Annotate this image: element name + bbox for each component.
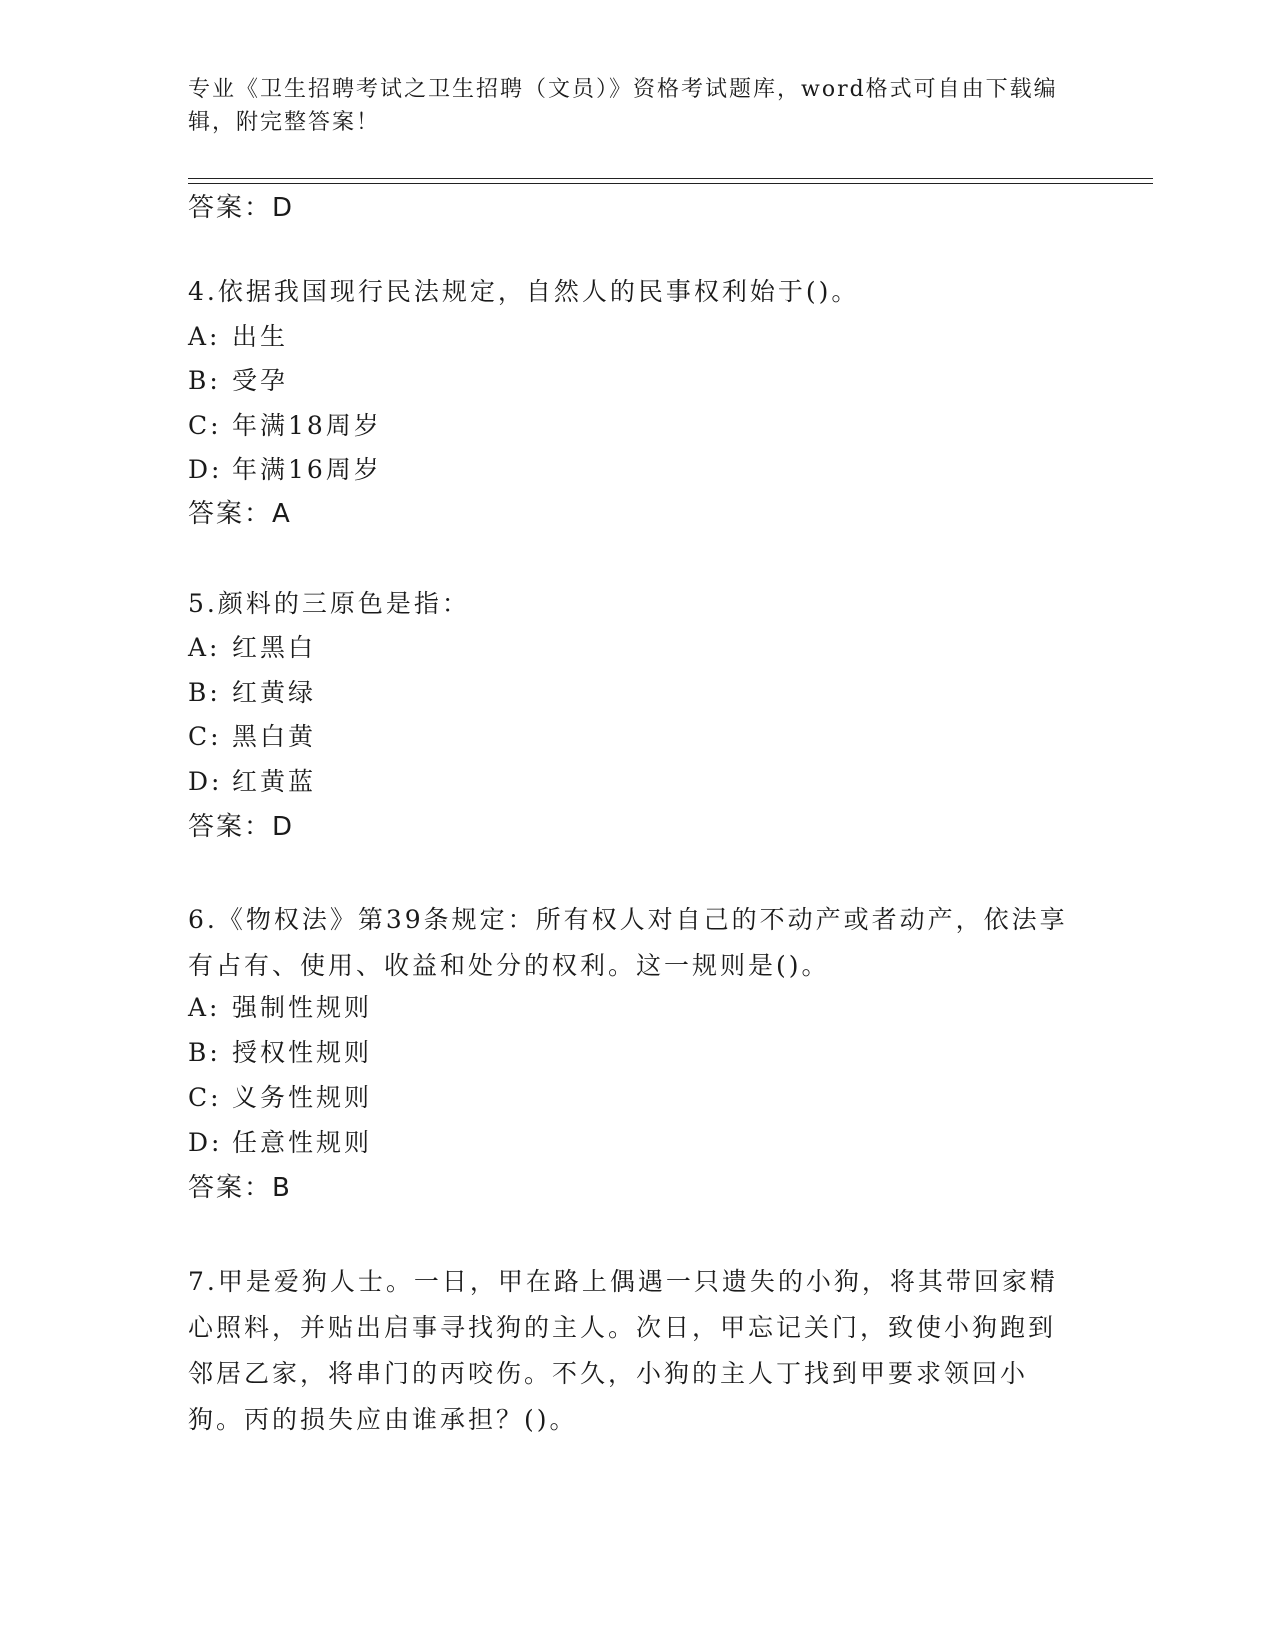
question-text: 《物权法》第39条规定：所有权人对自己的不动产或者动产，依法享有占有、使用、收益和处分的权利。这一规则是()。 bbox=[188, 905, 1068, 980]
question-5-option-b bbox=[188, 676, 316, 710]
option-text: 红黄蓝 bbox=[232, 767, 317, 796]
header-divider-top bbox=[188, 178, 1153, 179]
option-key: D: bbox=[188, 455, 223, 484]
question-6-option-d bbox=[188, 1126, 372, 1160]
question-text: 甲是爱狗人士。一日，甲在路上偶遇一只遗失的小狗，将其带回家精心照料，并贴出启事寻找狗的主人。次日，甲忘记关门，致使小狗跑到邻居乙家，将串门的丙咬伤。不久，小狗的主人丁找到甲要求领回小狗。丙的损失应由谁承担？()。 bbox=[188, 1267, 1058, 1434]
answer-value: D bbox=[272, 193, 295, 223]
option-key: B: bbox=[188, 678, 221, 707]
question-5-option-d bbox=[188, 765, 316, 799]
option-key: D: bbox=[188, 1128, 223, 1157]
question-text: 依据我国现行民法规定，自然人的民事权利始于()。 bbox=[217, 277, 860, 306]
question-4-answer bbox=[188, 497, 292, 531]
option-key: A: bbox=[188, 633, 221, 662]
option-key: C: bbox=[188, 411, 222, 440]
answer-value: A bbox=[272, 499, 292, 529]
option-key: A: bbox=[188, 322, 221, 351]
question-6-option-c bbox=[188, 1081, 372, 1115]
question-4-option-b bbox=[188, 364, 288, 398]
question-number: 5. bbox=[188, 589, 218, 618]
answer-label: 答案： bbox=[188, 1173, 273, 1203]
question-number: 4. bbox=[188, 277, 218, 306]
header-divider-bottom bbox=[188, 183, 1153, 184]
answer-label: 答案： bbox=[188, 812, 273, 842]
question-4-option-d bbox=[188, 453, 382, 487]
question-number: 7. bbox=[188, 1267, 218, 1296]
page-header-text: 专业《卫生招聘考试之卫生招聘（文员）》资格考试题库，word格式可自由下载编辑，附完整答案！ bbox=[188, 77, 1058, 135]
question-4-option-a bbox=[188, 320, 288, 354]
option-text: 受孕 bbox=[232, 366, 289, 395]
question-5-option-a bbox=[188, 631, 316, 665]
option-key: B: bbox=[188, 1038, 221, 1067]
option-text: 义务性规则 bbox=[232, 1083, 373, 1112]
question-6-option-a bbox=[188, 991, 372, 1025]
question-5-stem bbox=[188, 587, 470, 621]
option-key: A: bbox=[188, 993, 221, 1022]
question-6-answer bbox=[188, 1171, 292, 1205]
question-5-option-c bbox=[188, 720, 316, 754]
option-text: 出生 bbox=[232, 322, 289, 351]
question-6-stem bbox=[188, 897, 1068, 989]
option-text: 年满16周岁 bbox=[232, 455, 382, 484]
option-key: B: bbox=[188, 366, 221, 395]
answer-value: D bbox=[272, 812, 295, 842]
answer-label: 答案： bbox=[188, 499, 273, 529]
option-key: C: bbox=[188, 1083, 222, 1112]
question-number: 6. bbox=[188, 905, 218, 934]
answer-value: B bbox=[272, 1173, 292, 1203]
option-key: C: bbox=[188, 722, 222, 751]
option-text: 红黑白 bbox=[232, 633, 317, 662]
question-6-option-b bbox=[188, 1036, 372, 1070]
answer-line bbox=[188, 191, 294, 225]
option-text: 红黄绿 bbox=[232, 678, 317, 707]
option-text: 授权性规则 bbox=[232, 1038, 373, 1067]
question-5-answer bbox=[188, 810, 294, 844]
option-text: 任意性规则 bbox=[232, 1128, 373, 1157]
option-text: 强制性规则 bbox=[232, 993, 373, 1022]
answer-label: 答案： bbox=[188, 193, 273, 223]
question-text: 颜料的三原色是指： bbox=[217, 589, 470, 618]
option-text: 黑白黄 bbox=[232, 722, 317, 751]
option-key: D: bbox=[188, 767, 223, 796]
question-7-stem bbox=[188, 1259, 1068, 1443]
question-4-stem bbox=[188, 275, 859, 309]
question-4-option-c bbox=[188, 409, 382, 443]
option-text: 年满18周岁 bbox=[232, 411, 382, 440]
